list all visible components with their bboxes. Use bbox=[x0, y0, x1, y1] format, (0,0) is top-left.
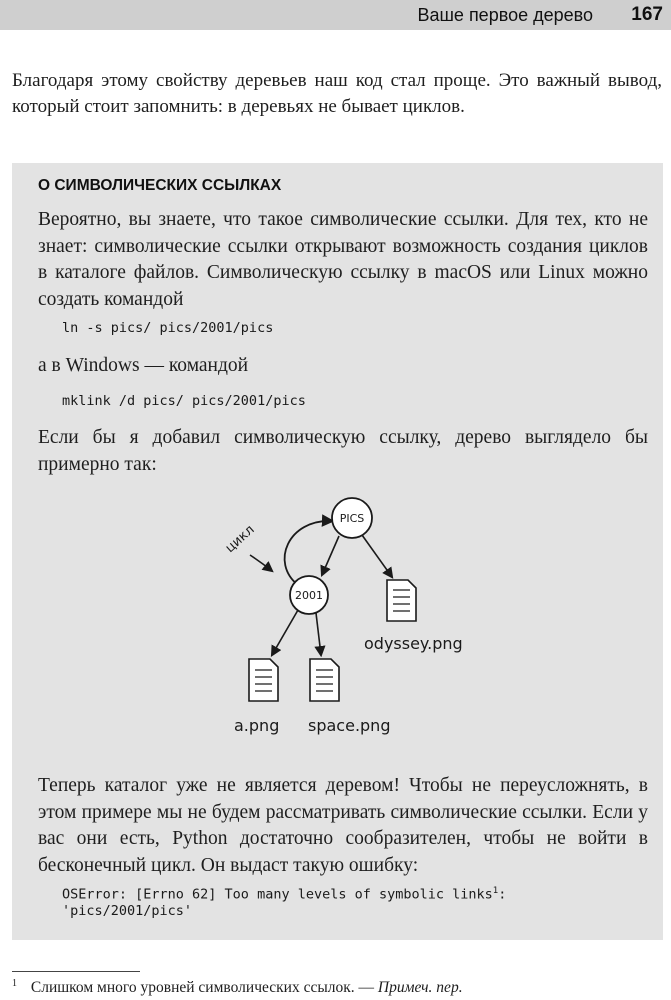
edge-2001-a bbox=[272, 610, 298, 655]
footnote-text: Слишком много уровней символических ссылок. — bbox=[30, 979, 375, 997]
node-2001-label: 2001 bbox=[295, 589, 323, 602]
code-ln: ln -s pics/ pics/2001/pics bbox=[62, 320, 274, 336]
file-icon-a bbox=[249, 659, 278, 701]
symlink-tree-diagram bbox=[202, 485, 502, 755]
running-title: Ваше первое дерево bbox=[417, 5, 593, 25]
footnote bbox=[12, 978, 662, 997]
sidebar-paragraph-4: Теперь каталог уже не является деревом! Чтобы не переусложнять, в этом примере мы не будем рассматривать символические ссылки. Если у вас они есть, Python достаточно сообразителен, чтобы не войти в бесконечный цикл. Он выдаст такую ошибку: bbox=[38, 775, 648, 876]
file-label-space: space.png bbox=[308, 716, 391, 735]
page-number: 167 bbox=[631, 4, 663, 25]
code-mklink: mklink /d pics/ pics/2001/pics bbox=[62, 393, 306, 409]
footnote-mark: 1 bbox=[12, 978, 17, 989]
edge-2001-space bbox=[316, 613, 321, 655]
sidebar-paragraph-1: Вероятно, вы знаете, что такое символические ссылки. Для тех, кто не знает: символические ссылки открывают возможность создания циклов в каталоге файлов. Символическую ссылку в macOS или Linux можно создать командой bbox=[38, 209, 648, 310]
edge-pics-2001 bbox=[322, 536, 339, 575]
node-pics-label: PICS bbox=[339, 512, 365, 525]
footnote-note: Примеч. пер. bbox=[377, 979, 463, 997]
error-text: OSError: [Errno 62] Too many levels of symbolic links bbox=[62, 886, 493, 903]
file-icon-space bbox=[310, 659, 339, 701]
file-label-a: a.png bbox=[234, 716, 280, 735]
sidebar-title: О СИМВОЛИЧЕСКИХ ССЫЛКАХ bbox=[38, 177, 282, 194]
file-icon-odyssey bbox=[387, 580, 416, 621]
footnote-rule bbox=[12, 971, 140, 972]
sidebar-paragraph-2: а в Windows — командой bbox=[38, 355, 249, 376]
file-label-odyssey: odyssey.png bbox=[364, 634, 463, 653]
footnote-ref-mark: 1 bbox=[492, 886, 499, 896]
sidebar-box bbox=[12, 163, 663, 940]
cycle-label-arrow bbox=[250, 555, 272, 571]
sidebar-paragraph-3: Если бы я добавил символическую ссылку, дерево выглядело бы примерно так: bbox=[38, 427, 648, 475]
cycle-label: цикл bbox=[222, 522, 258, 556]
running-header bbox=[0, 0, 671, 30]
intro-paragraph: Благодаря этому свойству деревьев наш код стал проще. Это важный вывод, который стоит запомнить: в деревьях не бывает циклов. bbox=[12, 70, 662, 117]
error-colon: : bbox=[498, 886, 507, 903]
edge-pics-odyssey bbox=[362, 535, 392, 577]
error-output-line-2: 'pics/2001/pics' bbox=[62, 903, 193, 919]
